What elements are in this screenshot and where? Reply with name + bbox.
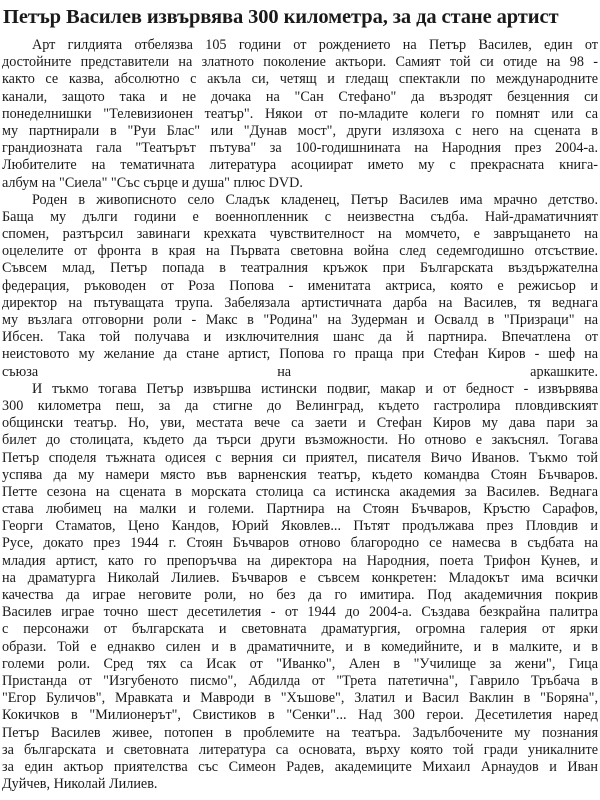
text-line: Русе, докато през 1944 г. Стоян Бъчваров отново благородно се намесва в съдбата на xyxy=(2,535,598,552)
text-line: Съвсем млад, Петър попада в театралния кръжок при Българската въздържателна xyxy=(2,260,598,277)
text-line: Петър споделя тъжната одисея с верния си приятел, писателя Вичо Иванов. Тъкмо той xyxy=(2,449,598,466)
paragraph xyxy=(2,192,598,381)
text-line: Любителите на тематичната литература асоциират името му с прекрасната книга- xyxy=(2,157,598,174)
text-line: съюза на аркашките. xyxy=(2,363,598,380)
text-line: достойните представители на златното поколение актьори. Самият той си отиде на 98 - xyxy=(2,54,598,71)
text-line: Роден в живописното село Сладък кладенец, Петър Василев има мрачно детство. xyxy=(32,191,598,208)
text-line: му партнирали в "Руи Блас" или "Дунав мост", други излязоха с него на сцената в xyxy=(2,122,598,139)
article-title: Петър Василев извървява 300 километра, за да стане артист xyxy=(3,6,559,28)
text-line: Петте сезона на сцената в морската столица са истинска академия за Василев. Веднага xyxy=(2,483,598,500)
text-line: на драматурга Николай Лилиев. Бъчваров е съвсем конкретен: Младокът има всички xyxy=(2,569,598,586)
text-line: Георги Стаматов, Цено Кандов, Юрий Яковлев... Пътят продължава през Пловдив и xyxy=(2,518,598,535)
text-line: Василев играе точно шест десетилетия - от 1944 до 2004-а. Създава безкрайна палитра xyxy=(2,604,598,621)
text-line: директор на пътуващата трупа. Забелязала артистичната дарба на Василев, тя веднага xyxy=(2,294,598,311)
text-line: неистовото му желание да стане артист, Попова го праща при Стефан Киров - шеф на xyxy=(2,346,598,363)
text-line: оцелелите от фронта в края на Първата световна война след седемгодишно отсъствие. xyxy=(2,243,598,260)
text-line: Кокичков в "Милионерът", Свистиков в "Сенки"... Над 300 герои. Десетилетия наред xyxy=(2,707,598,724)
paragraph xyxy=(2,381,598,794)
text-line: албум на "Сиела" "Със сърце и душа" плюс DVD. xyxy=(2,174,303,191)
text-line: както се казва, абсолютно с акъла си, четящ и гледащ спектакли по международните xyxy=(2,71,598,88)
text-line: Дуйчев, Николай Лилиев. xyxy=(2,776,158,793)
text-line: за българската и световната литература са основата, върху която той гради уникалните xyxy=(2,741,598,758)
text-line: качества да играе неговите роли, но без да го имитира. Под академичния покрив xyxy=(2,587,598,603)
text-line: канали, защото така и не дочака на "Сан Стефано" да възродят безценния си xyxy=(2,88,598,105)
text-line: големи роли. Сред тях са Исак от "Иванко", Ален в "Училище за жени", Гица xyxy=(2,655,598,672)
text-line: образи. Той е еднакво силен и в драматичните, и в комедийните, и в малките, и в xyxy=(2,638,598,655)
text-line: за един актьор приятелства със Симеон Радев, академиците Михаил Арнаудов и Иван xyxy=(2,758,598,775)
text-line: И тъкмо тогава Петър извършва истински подвиг, макар и от бедност - извървява xyxy=(32,380,598,397)
text-line: става любимец на малки и големи. Партнира на Стоян Бъчваров, Кръстю Сарафов, xyxy=(2,501,598,518)
text-line: "Егор Буличов", Мравката и Мавроди в "Хъшове", Златил и Васил Ваклин в "Боряна", xyxy=(2,690,598,707)
text-line: младия артист, като го препоръчва на директора на Народния, поета Трифон Кунев, и xyxy=(2,552,598,569)
text-line: грандиозната гала "Театърът пътува" за 100-годишнината на Народния през 2004-а. xyxy=(2,140,598,157)
text-line: спомен, разтърсил завинаги крехката чувствителност на момчето, е завръщането на xyxy=(2,226,598,243)
text-line: билет до столицата, където да търси други възможности. Но отново е закъснял. Тогава xyxy=(2,432,598,449)
text-line: общински театър. Но, уви, местата вече са заети и Стефан Киров му дава пари за xyxy=(2,415,598,432)
text-line: понеделнишки "Телевизионен театър". Някои от по-младите колеги го помнят или са xyxy=(2,105,598,122)
text-line: федерация, ръководен от Роза Попова - именитата актриса, която е режисьор и xyxy=(2,277,598,294)
text-line: 300 километра пеш, за да стигне до Велинград, където гастролира пловдивският xyxy=(2,397,598,414)
text-line: с персонажи от българската и световната драматургия, огромна галерия от ярки xyxy=(2,621,598,638)
text-line: Баща му дълги години е военнопленник с неизвестна съдба. Най-драматичният xyxy=(2,208,598,225)
paragraph xyxy=(2,37,598,192)
text-line: Пристанда от "Изгубеното писмо", Абдилда от "Трета патетична", Гаврило Тръбача в xyxy=(2,672,598,689)
text-line: му възлага отговорни роли - Макс в "Родина" на Зудерман и Освалд в "Призраци" на xyxy=(2,312,598,328)
text-line: Арт гилдията отбелязва 105 години от рождението на Петър Василев, един от xyxy=(32,37,598,53)
text-line: Ибсен. Така той получава и изключителния шанс да й партнира. Впечатлена от xyxy=(2,329,598,346)
text-line: Петър Василев живее, потопен в проблемите на театъра. Задълбочените му познания xyxy=(2,724,598,741)
text-line: успява да му намери място във варненския театър, където командва Стоян Бъчваров. xyxy=(2,466,598,483)
article-body xyxy=(0,30,600,793)
